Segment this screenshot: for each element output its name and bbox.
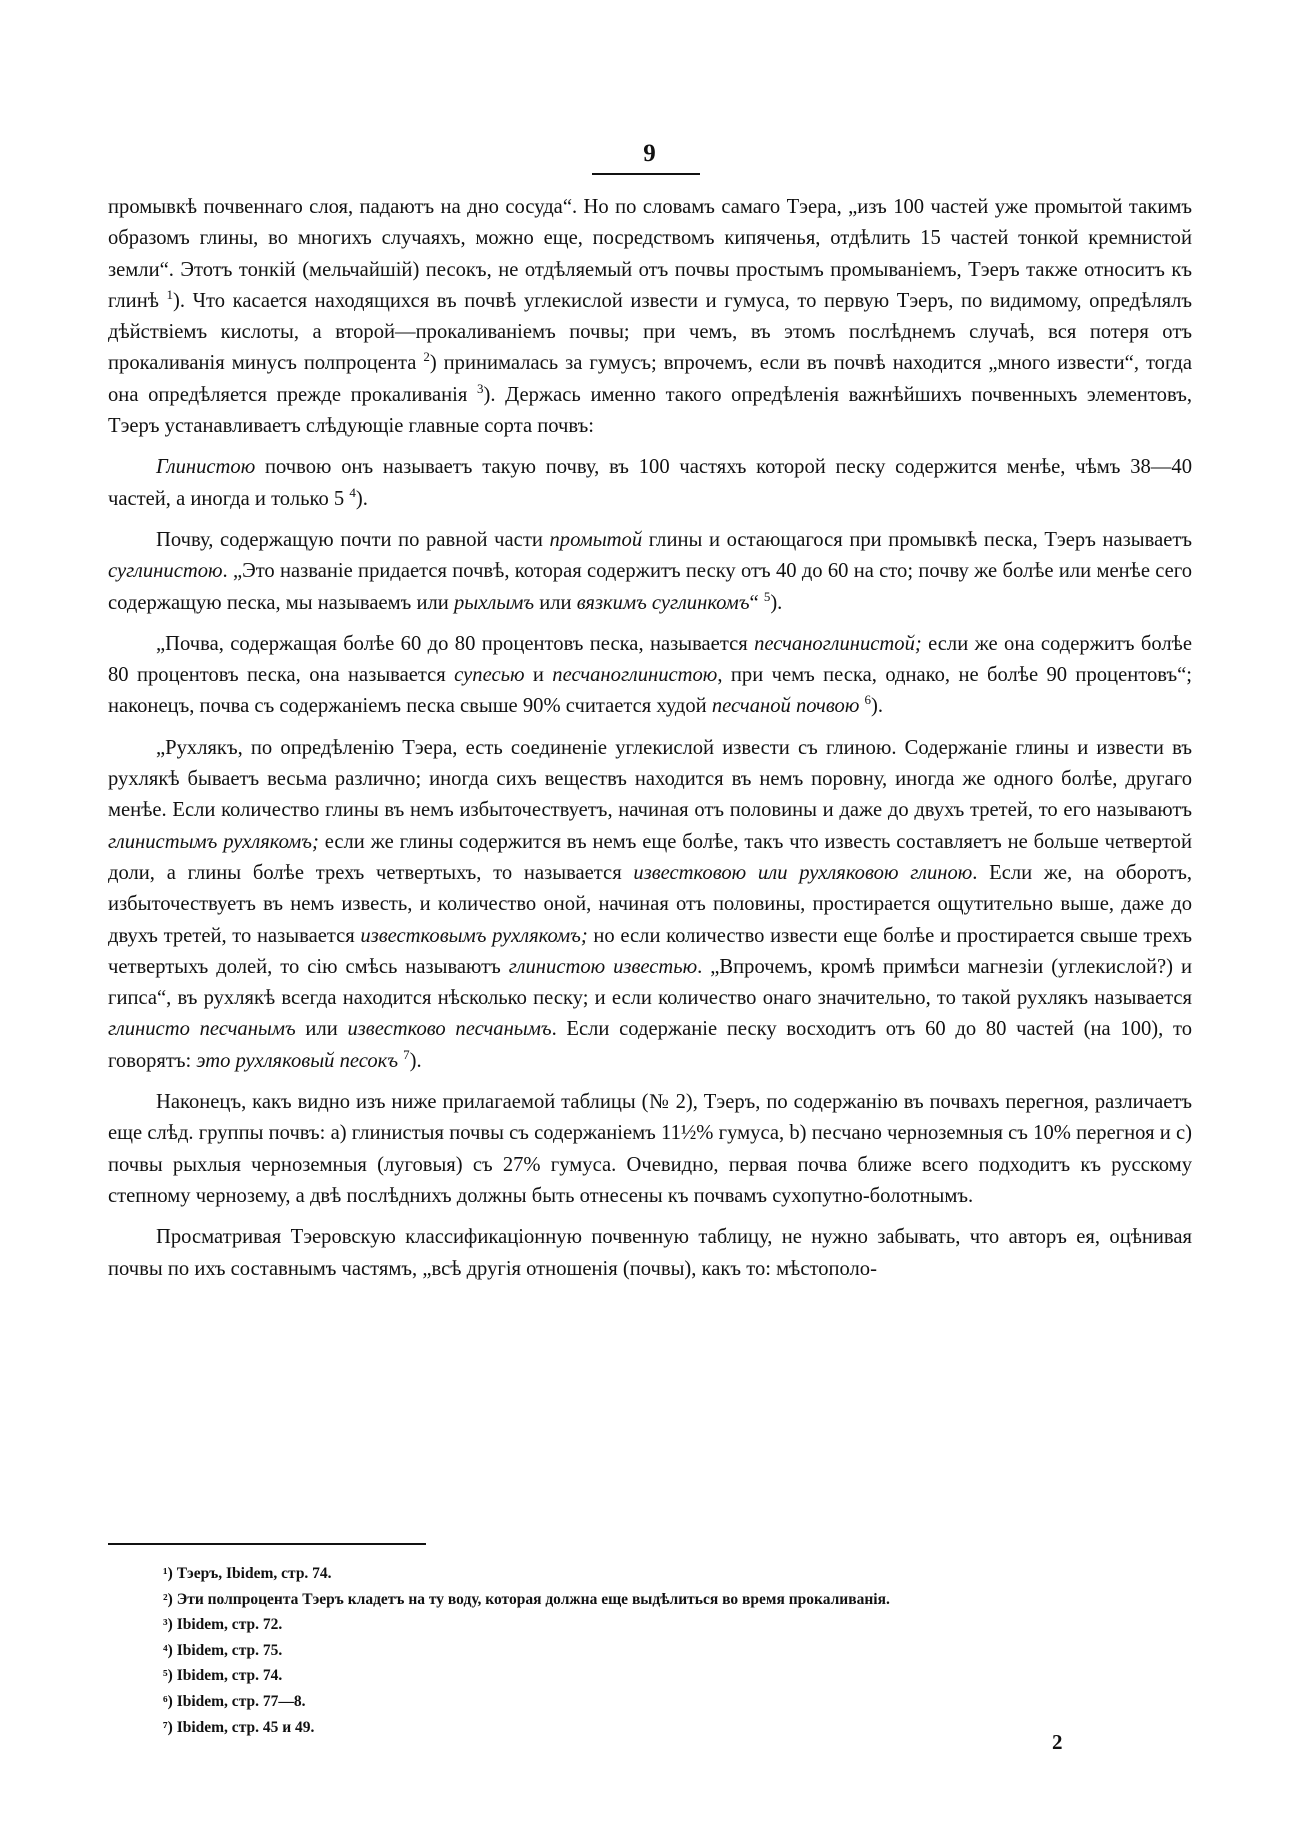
footnote-mark: ⁶) — [163, 1692, 173, 1710]
italic-term: песчаной почвою — [711, 695, 860, 718]
footnotes — [163, 1561, 1123, 1740]
footnote-text: Ibidem, стр. 45 и 49. — [172, 1718, 315, 1736]
text-run: ). — [770, 591, 783, 614]
text-run: или — [295, 1018, 348, 1041]
text-run: ). — [355, 487, 368, 510]
printer-signature-mark: 2 — [1052, 1730, 1063, 1754]
text-run: . „Это названіе придается почвѣ, которая содержитъ песку отъ 40 до 60 на сто; почву же болѣе или менѣе сего содержащую песка, мы называемъ или — [108, 560, 1192, 614]
italic-term: глинистымъ рухлякомъ; — [108, 830, 319, 853]
footnote-mark: ³) — [163, 1616, 173, 1634]
text-run: „Рухлякъ, по опредѣленію Тэера, есть соединеніе углекислой извести съ глиною. Содержаніе глины и извести въ рухлякѣ бываетъ весьма различно; иногда сихъ веществъ находится въ немъ поровну, иногда же одного болѣе, другаго менѣе. Если количество глины въ немъ избыточествуетъ, начиная отъ половины и даже до двухъ третей, то его называютъ — [108, 736, 1192, 822]
text-run: , при чемъ песка, однако, не болѣе 90 процентовъ“; наконецъ, почва съ содержаніемъ песка свыше 90% считается худой — [108, 664, 1192, 718]
body-text — [108, 192, 1192, 1295]
text-run: Почву, содержащую почти по равной части — [156, 528, 550, 551]
italic-term: промытой — [549, 528, 643, 551]
italic-term: вязкимъ суглинкомъ — [576, 591, 750, 614]
footnote-text: Эти полпроцента Тэеръ кладетъ на ту воду, которая должна еще выдѣлиться во время прокаливанія. — [172, 1590, 890, 1608]
footnote-ref: 6 — [864, 692, 871, 708]
paragraph-p1 — [108, 192, 1192, 442]
paragraph-p3 — [108, 525, 1192, 619]
italic-term: рыхлымъ — [453, 591, 535, 614]
paragraph-p5 — [108, 733, 1192, 1077]
footnote-separator — [108, 1543, 426, 1545]
text-run: . Если содержаніе песку восходитъ отъ 60 до 80 частей (на 100), то говорятъ: — [108, 1018, 1192, 1072]
footnote-ref: 5 — [763, 588, 771, 604]
page-number: 9 — [643, 140, 657, 167]
text-run: и — [524, 664, 553, 687]
italic-term: известковою или рухляковою глиною — [633, 861, 973, 884]
italic-term: это рухляковый песокъ — [196, 1049, 399, 1072]
italic-term: известково песчанымъ — [347, 1018, 552, 1041]
footnote-text: Ibidem, стр. 77—8. — [172, 1692, 306, 1710]
text-run: почвою онъ называетъ такую почву, въ 100 частяхъ которой песку содержится менѣе, чѣмъ 38—40 частей, а иногда и только 5 — [108, 456, 1192, 510]
footnote-ref: 1 — [166, 286, 174, 302]
footnote-item — [163, 1663, 1123, 1689]
italic-term: известковымъ рухлякомъ; — [360, 924, 588, 947]
italic-term: суглинистою — [108, 560, 223, 583]
footnote-item — [163, 1638, 1123, 1664]
paragraph-p2 — [108, 452, 1192, 515]
footnote-text: Ibidem, стр. 74. — [172, 1667, 283, 1685]
footnote-ref: 3 — [477, 380, 484, 396]
footnote-mark: ¹) — [163, 1565, 173, 1582]
footnote-item — [163, 1561, 1123, 1587]
text-run: если же глины содержится въ немъ еще болѣе, такъ что известь составляетъ не больше четвертой доли, а глины болѣе трехъ четвертыхъ, то называется — [108, 830, 1192, 884]
text-run: ). — [409, 1049, 422, 1072]
text-run: но если количество извести еще болѣе и простирается свыше трехъ четвертыхъ долей, то сію смѣсь называютъ — [108, 924, 1192, 978]
text-run: или — [534, 591, 577, 614]
text-run: ). Что касается находящихся въ почвѣ углекислой извести и гумуса, то первую Тэеръ, по видимому, опредѣлялъ дѣйствіемъ кислоты, а второй—прокаливаніемъ почвы; при чемъ, въ этомъ послѣднемъ случаѣ, вся потеря отъ прокаливанія минусъ полпроцента — [108, 289, 1192, 375]
text-run: „Почва, содержащая болѣе 60 до 80 процентовъ песка, называется — [156, 632, 755, 655]
footnote-item — [163, 1689, 1123, 1715]
footnote-ref: 4 — [349, 484, 356, 500]
text-run: Наконецъ, какъ видно изъ ниже прилагаемой таблицы (№ 2), Тэеръ, по содержанію въ почвахъ перегноя, различаетъ еще слѣд. группы почвъ: a) глинистыя почвы съ содержаніемъ 11½% гумуса, b) песчано черноземныя съ 10% перегноя и c) почвы рыхлыя черноземныя (луговыя) съ 27% гумуса. Очевидно, первая почва ближе всего подходитъ къ русскому степному чернозему, а двѣ послѣднихъ должны быть отнесены къ почвамъ сухопутно-болотнымъ. — [108, 1091, 1192, 1207]
italic-term: песчаноглинистой; — [754, 632, 922, 655]
italic-term: глинисто песчанымъ — [108, 1018, 296, 1041]
footnote-text: Ibidem, стр. 75. — [172, 1641, 283, 1659]
footnote-item — [163, 1612, 1123, 1638]
text-run: ). — [871, 695, 884, 718]
italic-term: Глинистою — [156, 456, 256, 479]
text-run: ). Держась именно такого опредѣленія важнѣйшихъ почвенныхъ элементовъ, Тэеръ устанавливаетъ слѣдующіе главные сорта почвъ: — [108, 383, 1192, 438]
footnote-ref: 7 — [403, 1046, 410, 1062]
paragraph-p4 — [108, 629, 1192, 723]
page-number-underline — [592, 173, 700, 175]
text-run: . „Впрочемъ, кромѣ примѣси магнезіи (углекислой?) и гипса“, въ рухлякѣ всегда находится нѣсколько песку; и если количество онаго значительно, то такой рухлякъ называется — [108, 955, 1193, 1010]
text-run: ) принималась за гумусъ; впрочемъ, если въ почвѣ находится „много извести“, тогда она опредѣляется прежде прокаливанія — [108, 352, 1193, 406]
text-run: Просматривая Тэеровскую классификаціонную почвенную таблицу, не нужно забывать, что авторъ ея, оцѣнивая почвы по ихъ составнымъ частямъ, „всѣ другія отношенія (почвы), какъ то: мѣстополо- — [108, 1226, 1192, 1280]
footnote-item — [163, 1715, 1123, 1741]
text-run: . Если же, на оборотъ, избыточествуетъ въ немъ известь, и количество оной, начиная отъ половины, простирается ощутительно выше, даже до двухъ третей, то называется — [108, 861, 1193, 947]
italic-term: песчаноглинистою — [552, 664, 718, 687]
footnote-ref: 2 — [423, 349, 430, 365]
footnote-text: Тэеръ, Ibidem, стр. 74. — [172, 1565, 332, 1582]
paragraph-p7 — [108, 1222, 1192, 1285]
text-run: промывкѣ почвеннаго слоя, падаютъ на дно сосуда“. Но по словамъ самаго Тэера, „изъ 100 частей уже промытой такимъ образомъ глины, во многихъ случаяхъ, можно еще, посредствомъ кипяченья, отдѣлить 15 частей тонкой кремнистой земли“. Этотъ тонкій (мельчайшій) песокъ, не отдѣляемый отъ почвы простымъ промываніемъ, Тэеръ также относитъ къ глинѣ — [108, 196, 1192, 312]
italic-term: глинистою известью — [508, 955, 698, 978]
footnote-mark: ⁷) — [163, 1718, 173, 1736]
footnote-mark: ⁵) — [163, 1667, 173, 1685]
text-run: “ — [749, 591, 764, 614]
footnote-text: Ibidem, стр. 72. — [172, 1616, 283, 1634]
text-run: глины и остающагося при промывкѣ песка, Тэеръ называетъ — [642, 528, 1192, 551]
footnote-mark: ⁴) — [163, 1641, 173, 1659]
paragraph-p6 — [108, 1087, 1192, 1212]
italic-term: супесью — [454, 664, 525, 687]
footnote-mark: ²) — [163, 1590, 173, 1608]
text-run: если же она содержитъ болѣе 80 процентовъ песка, она называется — [108, 632, 1192, 687]
footnote-item — [163, 1587, 1123, 1613]
